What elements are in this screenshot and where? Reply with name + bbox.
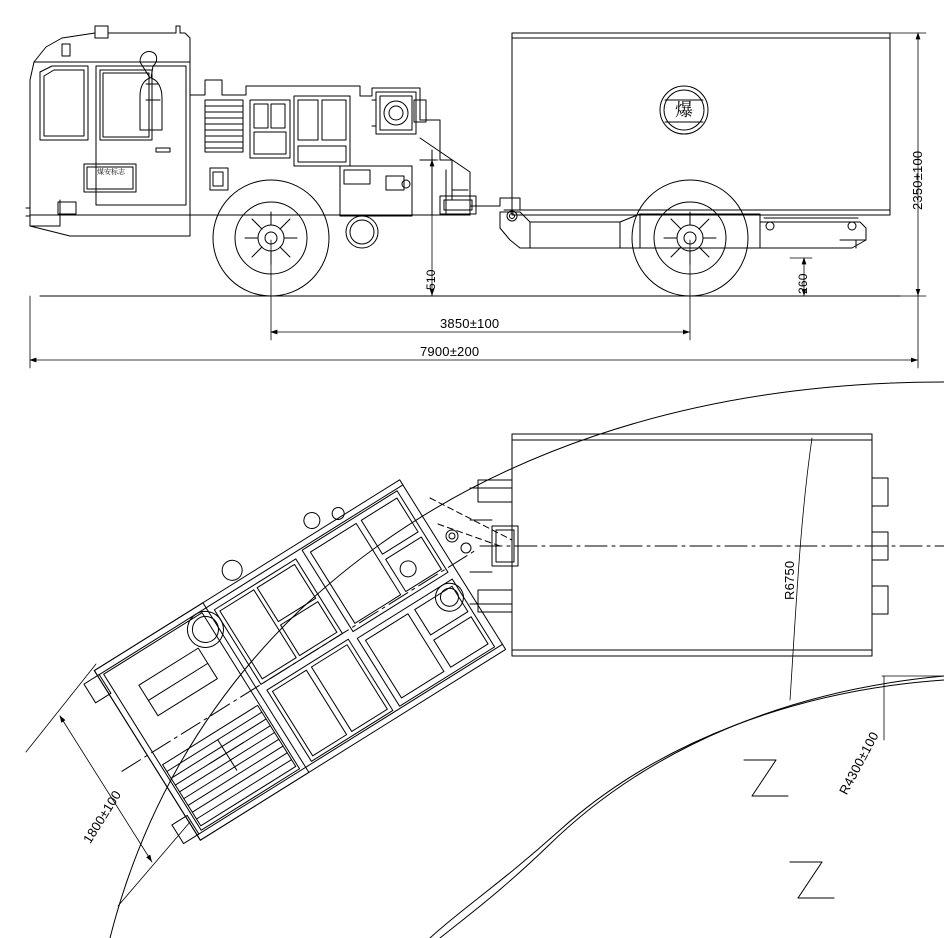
dimension-wheelbase: 3850±100 xyxy=(440,316,500,331)
explosion-proof-symbol-text: 爆 xyxy=(675,100,693,120)
dimension-inner-turning-radius: R4300±100 xyxy=(836,729,882,798)
dimension-overall-length: 7900±200 xyxy=(420,344,480,359)
plan-view xyxy=(26,382,944,938)
dimension-frame-height: 510 xyxy=(424,269,438,290)
side-elevation-view xyxy=(26,26,900,296)
dimension-overall-width: 1800±100 xyxy=(80,787,125,846)
dimension-overall-height: 2350±100 xyxy=(910,150,925,210)
door-placard-text: 煤安标志 xyxy=(97,169,125,176)
dimension-ground-clearance: 260 xyxy=(796,273,810,294)
dimension-outer-turning-radius: R6750 xyxy=(782,560,797,600)
